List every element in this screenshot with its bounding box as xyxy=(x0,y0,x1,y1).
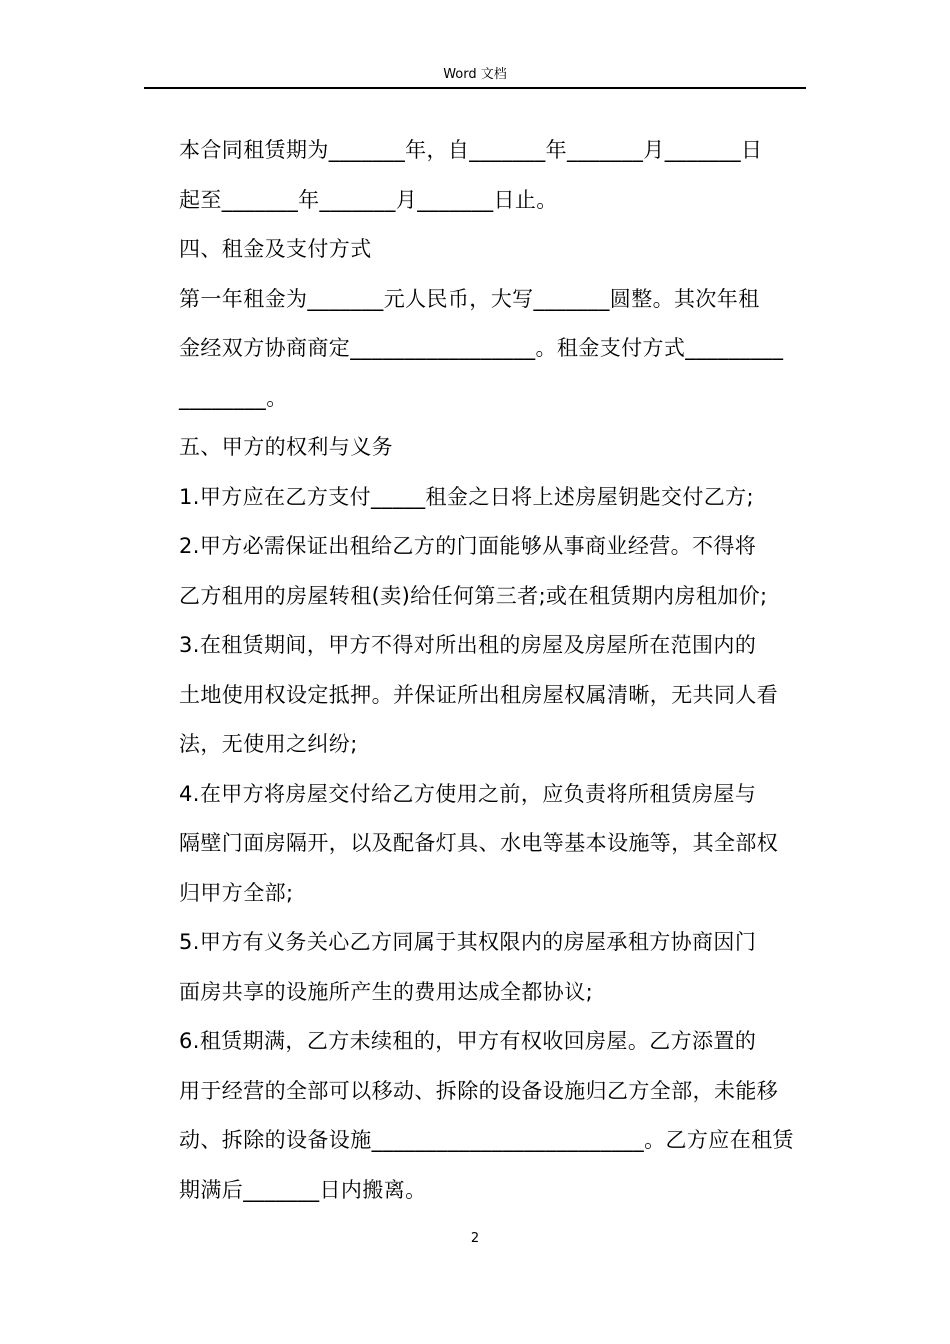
section-heading: 五、甲方的权利与义务 xyxy=(179,435,393,459)
paragraph-line: 土地使用权设定抵押。并保证所出租房屋权属清晰，无共同人看 xyxy=(179,682,779,707)
paragraph-line: 期满后_______日内搬离。 xyxy=(179,1177,427,1202)
paragraph-line: 归甲方全部; xyxy=(179,880,294,905)
paragraph-line: 乙方租用的房屋转租(卖)给任何第三者;或在租赁期内房租加价; xyxy=(179,583,768,608)
paragraph-line: 6.租赁期满，乙方未续租的，甲方有权收回房屋。乙方添置的 xyxy=(179,1029,757,1053)
document-body xyxy=(179,126,803,1215)
paragraph-line: 面房共享的设施所产生的费用达成全都协议; xyxy=(179,979,594,1004)
header-divider xyxy=(144,87,806,89)
paragraph-line: 隔壁门面房隔开，以及配备灯具、水电等基本设施等，其全部权 xyxy=(179,831,779,855)
paragraph-line: 5.甲方有义务关心乙方同属于其权限内的房屋承租方协商因门 xyxy=(179,930,757,954)
paragraph-line: ________。 xyxy=(179,385,288,410)
paragraph-line: 法，无使用之纠纷; xyxy=(179,732,358,756)
paragraph-line: 动、拆除的设备设施_________________________。乙方应在租赁 xyxy=(179,1128,794,1152)
paragraph-line: 2.甲方必需保证出租给乙方的门面能够从事商业经营。不得将 xyxy=(179,534,757,558)
paragraph-line: 起至_______年_______月_______日止。 xyxy=(179,187,558,212)
paragraph-line: 金经双方协商商定_________________。租金支付方式_________ xyxy=(179,336,784,360)
paragraph-line: 用于经营的全部可以移动、拆除的设备设施归乙方全部，未能移 xyxy=(179,1078,779,1103)
paragraph-line: 本合同租赁期为_______年，自_______年_______月_______日 xyxy=(179,138,763,162)
paragraph-line: 第一年租金为_______元人民币，大写_______圆整。其次年租 xyxy=(179,286,760,311)
section-heading: 四、租金及支付方式 xyxy=(179,237,372,261)
paragraph-line: 3.在租赁期间，甲方不得对所出租的房屋及房屋所在范围内的 xyxy=(179,633,757,657)
paragraph-line: 4.在甲方将房屋交付给乙方使用之前，应负责将所租赁房屋与 xyxy=(179,781,757,806)
page-header: Word 文档 xyxy=(443,67,507,82)
paragraph-line: 1.甲方应在乙方支付_____租金之日将上述房屋钥匙交付乙方; xyxy=(179,484,755,509)
page-number: 2 xyxy=(470,1231,480,1246)
